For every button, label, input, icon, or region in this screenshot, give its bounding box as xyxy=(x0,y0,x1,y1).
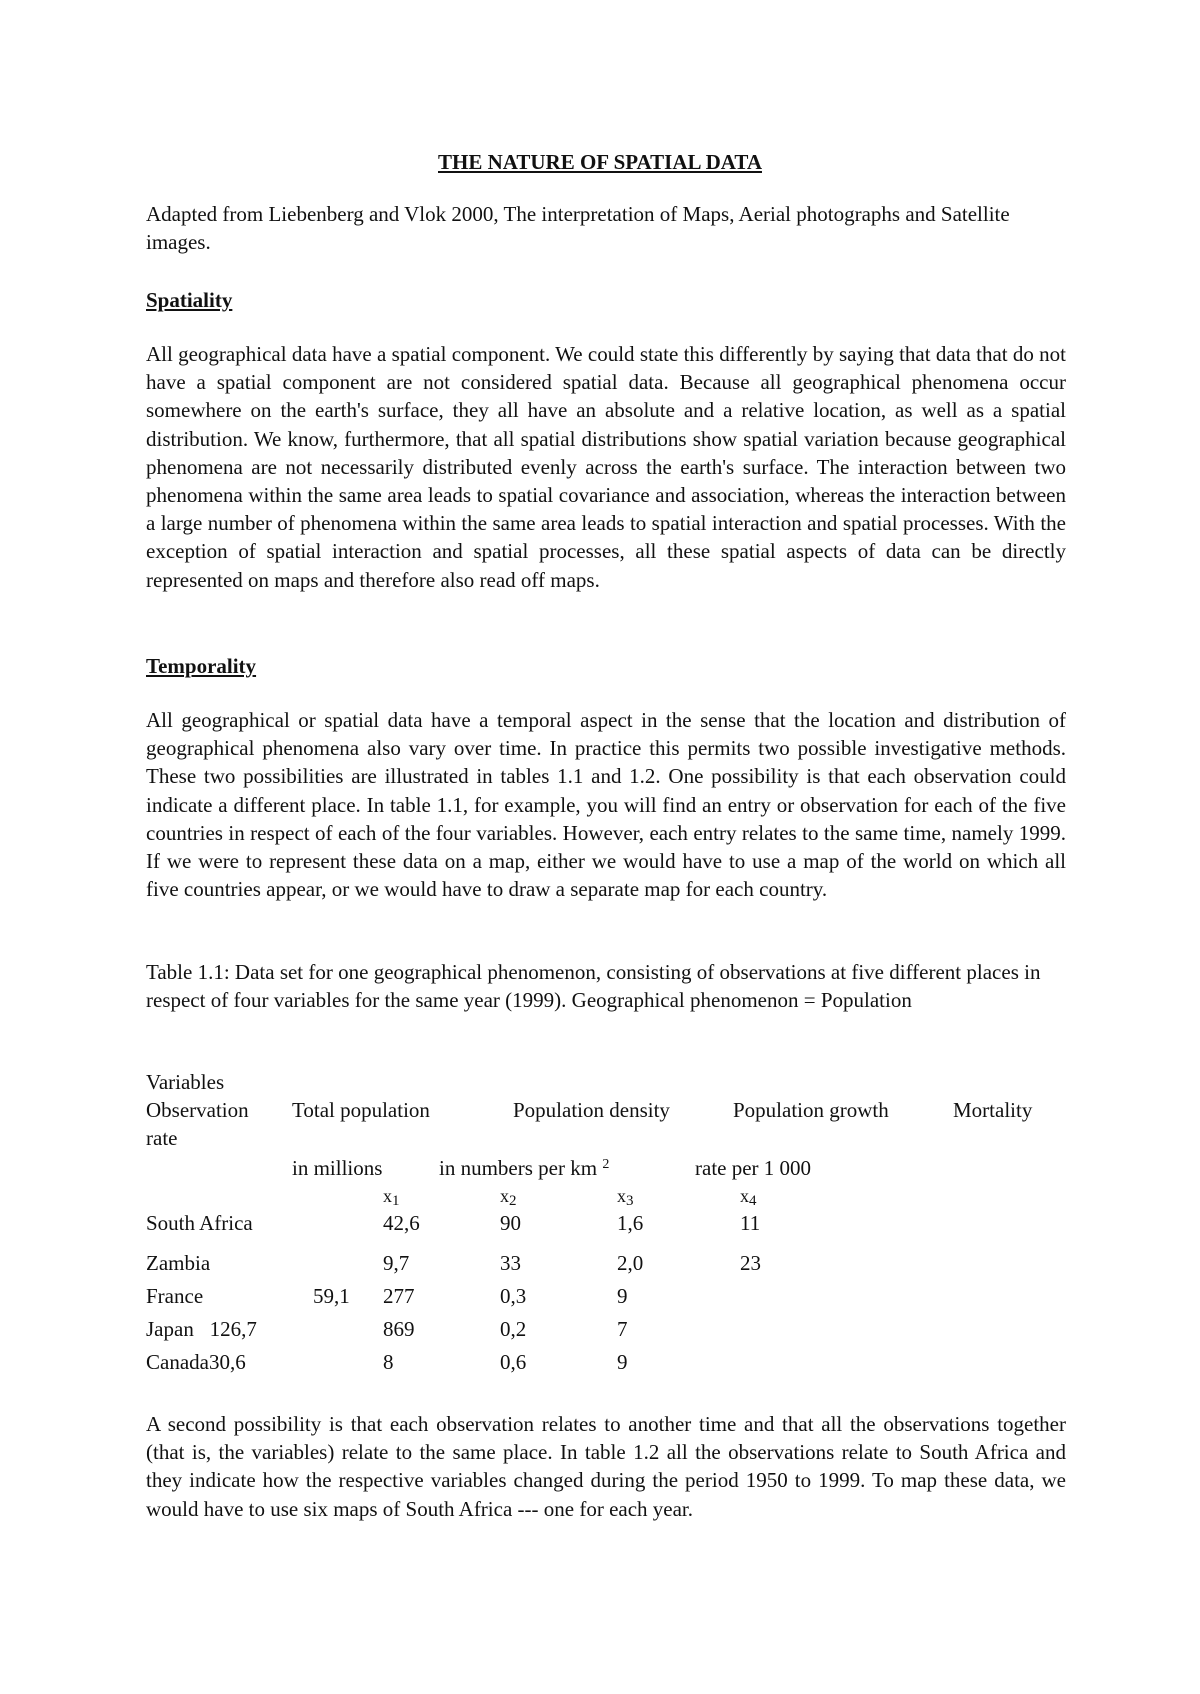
unit-millions: in millions xyxy=(292,1156,383,1180)
table-cell: 0,3 xyxy=(500,1284,527,1308)
unit-per-km xyxy=(439,1158,609,1179)
unit-per-km-superscript: 2 xyxy=(602,1157,610,1172)
table-cell: 9 xyxy=(617,1350,628,1374)
header-total-population: Total population xyxy=(292,1098,430,1122)
symbol-x1-sub: 1 xyxy=(392,1193,400,1209)
table-cell: 59,1 xyxy=(313,1284,350,1308)
table-cell: 0,6 xyxy=(500,1350,527,1374)
table-cell: 42,6 xyxy=(383,1211,420,1235)
table-cell: 9 xyxy=(617,1284,628,1308)
symbol-x1-base: x xyxy=(383,1186,392,1206)
table-cell: 23 xyxy=(740,1251,761,1275)
section-text-temporality: All geographical or spatial data have a temporal aspect in the sense that the location and distribution of geographical phenomena also vary over time. In practice this permits two possible investigative methods. These two possibilities are illustrated in tables 1.1 and 1.2. One possibility is that each observation could indicate a different place. In table 1.1, for example, you will find an entry or observation for each of the five countries in respect of each of the four variables. However, each entry relates to the same time, namely 1999. If we were to represent these data on a map, either we would have to use a map of the world on which all five countries appear, or we would have to draw a separate map for each country. xyxy=(146,708,1066,902)
table-row-name: Zambia xyxy=(146,1251,211,1275)
table-row-name: Canada30,6 xyxy=(146,1350,246,1374)
symbol-x2-base: x xyxy=(500,1186,509,1206)
symbol-x1 xyxy=(383,1187,400,1209)
unit-rate-per: rate per 1 000 xyxy=(695,1156,812,1180)
symbol-x3 xyxy=(617,1187,634,1209)
table-cell: 11 xyxy=(740,1211,761,1235)
section-text-spatiality: All geographical data have a spatial component. We could state this differently by saying that data that do not have a spatial component are not considered spatial data. Because all geographical phenomena occur somewhere on the earth's surface, they all have an absolute and a relative location, as well as a spatial distribution. We know, furthermore, that all spatial distributions show spatial variation because geographical phenomena are not necessarily distributed evenly across the earth's surface. The interaction between two phenomena within the same area leads to spatial covariance and association, whereas the interaction between a large number of phenomena within the same area leads to spatial interaction and spatial processes. With the exception of spatial interaction and spatial processes, all these spatial aspects of data can be directly represented on maps and therefore also read off maps. xyxy=(146,342,1066,592)
table-row-name: France xyxy=(146,1284,204,1308)
table-cell: 1,6 xyxy=(617,1211,644,1235)
table-row-name: South Africa xyxy=(146,1211,253,1235)
symbol-x3-base: x xyxy=(617,1186,626,1206)
table-cell: 33 xyxy=(500,1251,521,1275)
header-rate: rate xyxy=(146,1126,178,1150)
symbol-x4 xyxy=(740,1187,757,1209)
table-cell: 869 xyxy=(383,1317,415,1341)
symbol-x2 xyxy=(500,1187,517,1209)
header-observation: Observation xyxy=(146,1098,249,1122)
header-mortality: Mortality xyxy=(953,1098,1033,1122)
table-cell: 90 xyxy=(500,1211,521,1235)
section-heading-temporality: Temporality xyxy=(146,654,257,678)
table-cell: 7 xyxy=(617,1317,628,1341)
symbol-x4-sub: 4 xyxy=(749,1193,757,1209)
table-cell: 2,0 xyxy=(617,1251,644,1275)
closing-paragraph: A second possibility is that each observation relates to another time and that all the observations together (that is, the variables) relate to the same place. In table 1.2 all the observations relate to South Africa and they indicate how the respective variables changed during the period 1950 to 1999. To map these data, we would have to use six maps of South Africa --- one for each year. xyxy=(146,1412,1066,1521)
header-population-density: Population density xyxy=(513,1098,670,1122)
page-title: THE NATURE OF SPATIAL DATA xyxy=(438,150,762,174)
table-variables-label: Variables xyxy=(146,1070,225,1094)
table-row-name: Japan 126,7 xyxy=(146,1317,257,1341)
symbol-x4-base: x xyxy=(740,1186,749,1206)
table-cell: 9,7 xyxy=(383,1251,410,1275)
unit-per-km-text: in numbers per km xyxy=(439,1156,598,1180)
table-caption: Table 1.1: Data set for one geographical phenomenon, consisting of observations at five different places in respect of four variables for the same year (1999). Geographical phenomenon = Population xyxy=(146,960,1041,1013)
header-population-growth: Population growth xyxy=(733,1098,889,1122)
table-cell: 0,2 xyxy=(500,1317,527,1341)
symbol-x3-sub: 3 xyxy=(626,1193,634,1209)
symbol-x2-sub: 2 xyxy=(509,1193,517,1209)
table-cell: 277 xyxy=(383,1284,415,1308)
section-heading-spatiality: Spatiality xyxy=(146,288,233,312)
table-cell: 8 xyxy=(383,1350,394,1374)
source-note: Adapted from Liebenberg and Vlok 2000, The interpretation of Maps, Aerial photographs and Satellite images. xyxy=(146,202,1010,255)
